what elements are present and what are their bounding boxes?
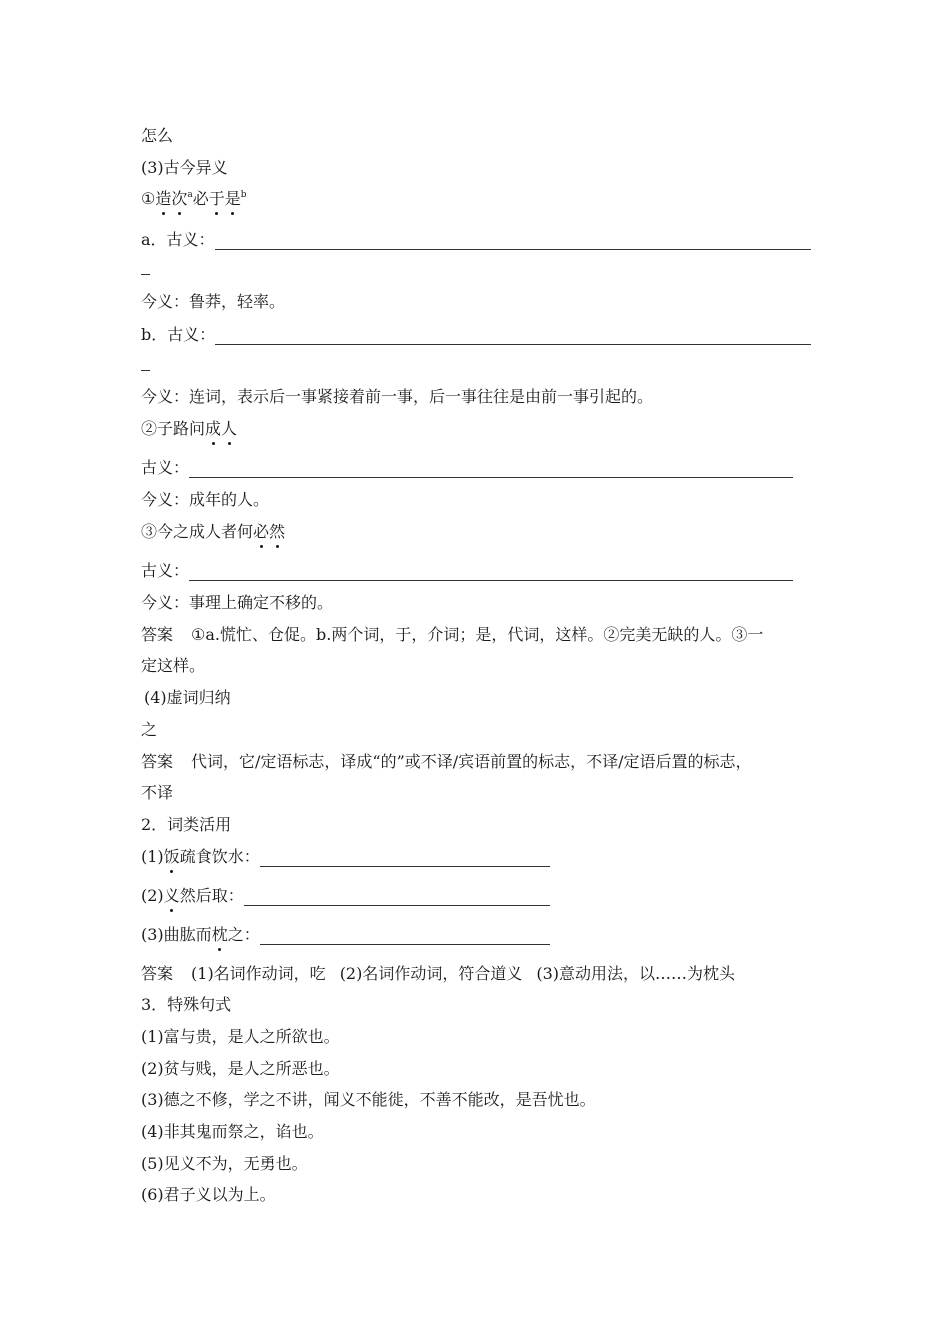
- blank-label: b．古义：: [141, 325, 216, 344]
- text-line: 今义：成年的人。: [141, 490, 270, 509]
- superscript-a: a: [187, 190, 193, 200]
- text-line: (2)贫与贱，是人之所恶也。: [141, 1059, 340, 1078]
- answer-blank[interactable]: [260, 852, 550, 867]
- blank-label: 古义：: [141, 458, 190, 477]
- text-segment: (2): [141, 886, 164, 905]
- question-line: [141, 419, 237, 439]
- blank-line-a: [141, 230, 811, 250]
- answer-text: 代词，它/定语标志，译成“的”或不译/宾语前置的标志，不译/定语后置的标志，: [191, 752, 752, 771]
- answer-continuation: 定这样。: [141, 656, 206, 675]
- question-line: [141, 847, 550, 867]
- text-line: 今义：连词，表示后一事紧接着前一事，后一事往往是由前一事引起的。: [141, 387, 654, 406]
- blank-label: a．古义：: [141, 230, 215, 249]
- section-heading: 2．词类活用: [141, 815, 232, 834]
- question-line: [141, 925, 550, 945]
- blank-label: 古义：: [141, 561, 190, 580]
- text-segment: (1): [141, 847, 164, 866]
- text-line: 今义：事理上确定不移的。: [141, 593, 334, 612]
- question-line: [141, 189, 247, 209]
- section-heading: 3．特殊句式: [141, 995, 232, 1014]
- answer-continuation: 不译: [141, 783, 174, 802]
- dotted-char: 造: [155, 189, 172, 208]
- answer-label: 答案: [141, 625, 174, 644]
- text-segment: ②子路问: [141, 419, 206, 438]
- superscript-b: b: [240, 190, 247, 200]
- blank-line-b: [141, 325, 811, 345]
- answer-text: (2)名词作动词，符合道义: [339, 964, 523, 983]
- blank-line: [141, 458, 793, 478]
- text-line: 今义：鲁莽，轻率。: [141, 292, 286, 311]
- answer-blank[interactable]: [215, 235, 811, 250]
- text-line: 怎么: [141, 126, 174, 145]
- text-line: (6)君子义以为上。: [141, 1185, 276, 1204]
- answer-blank[interactable]: [189, 566, 793, 581]
- dotted-chars: 于是: [208, 189, 241, 208]
- text-segment: 必: [192, 189, 209, 208]
- text-line: 之: [141, 720, 158, 739]
- text-segment: 之：: [227, 925, 260, 944]
- text-segment: 疏食饮水：: [179, 847, 260, 866]
- dotted-chars: 必然: [253, 522, 286, 541]
- answer-text: (3)意动用法，以……为枕头: [536, 964, 736, 983]
- blank-continuation: [141, 370, 150, 371]
- section-heading: (3)古今异义: [141, 158, 228, 177]
- answer-label: 答案: [141, 752, 174, 771]
- text-line: (4)非其鬼而祭之，谄也。: [141, 1122, 324, 1141]
- number-marker: ①: [141, 189, 156, 208]
- answer-blank[interactable]: [260, 930, 550, 945]
- section-heading: (4)虚词归纳: [144, 688, 231, 707]
- answer-text: ①a.慌忙、仓促。b.两个词，于，介词；是，代词，这样。②完美无缺的人。③一: [191, 625, 764, 644]
- text-line: (3)德之不修，学之不讲，闻义不能徙，不善不能改，是吾忧也。: [141, 1090, 596, 1109]
- answer-line: [141, 964, 735, 984]
- answer-blank[interactable]: [244, 891, 550, 906]
- question-line: [141, 886, 550, 906]
- answer-label: 答案: [141, 964, 174, 983]
- question-line: [141, 522, 285, 542]
- dotted-char: 饭: [163, 847, 180, 866]
- answer-blank[interactable]: [215, 330, 811, 345]
- answer-line: [141, 752, 752, 772]
- blank-continuation: [141, 274, 150, 275]
- blank-line: [141, 561, 793, 581]
- dotted-char: 次: [171, 189, 188, 208]
- answer-blank[interactable]: [189, 463, 793, 478]
- text-line: (5)见义不为，无勇也。: [141, 1154, 308, 1173]
- answer-line: [141, 625, 763, 645]
- text-segment: (3)曲肱而: [141, 925, 212, 944]
- dotted-char: 枕: [211, 925, 228, 944]
- text-line: (1)富与贵，是人之所欲也。: [141, 1027, 340, 1046]
- dotted-chars: 成人: [205, 419, 238, 438]
- answer-text: (1)名词作动词，吃: [191, 964, 326, 983]
- dotted-char: 义: [163, 886, 180, 905]
- text-segment: 然后取：: [179, 886, 244, 905]
- text-segment: ③今之成人者何: [141, 522, 254, 541]
